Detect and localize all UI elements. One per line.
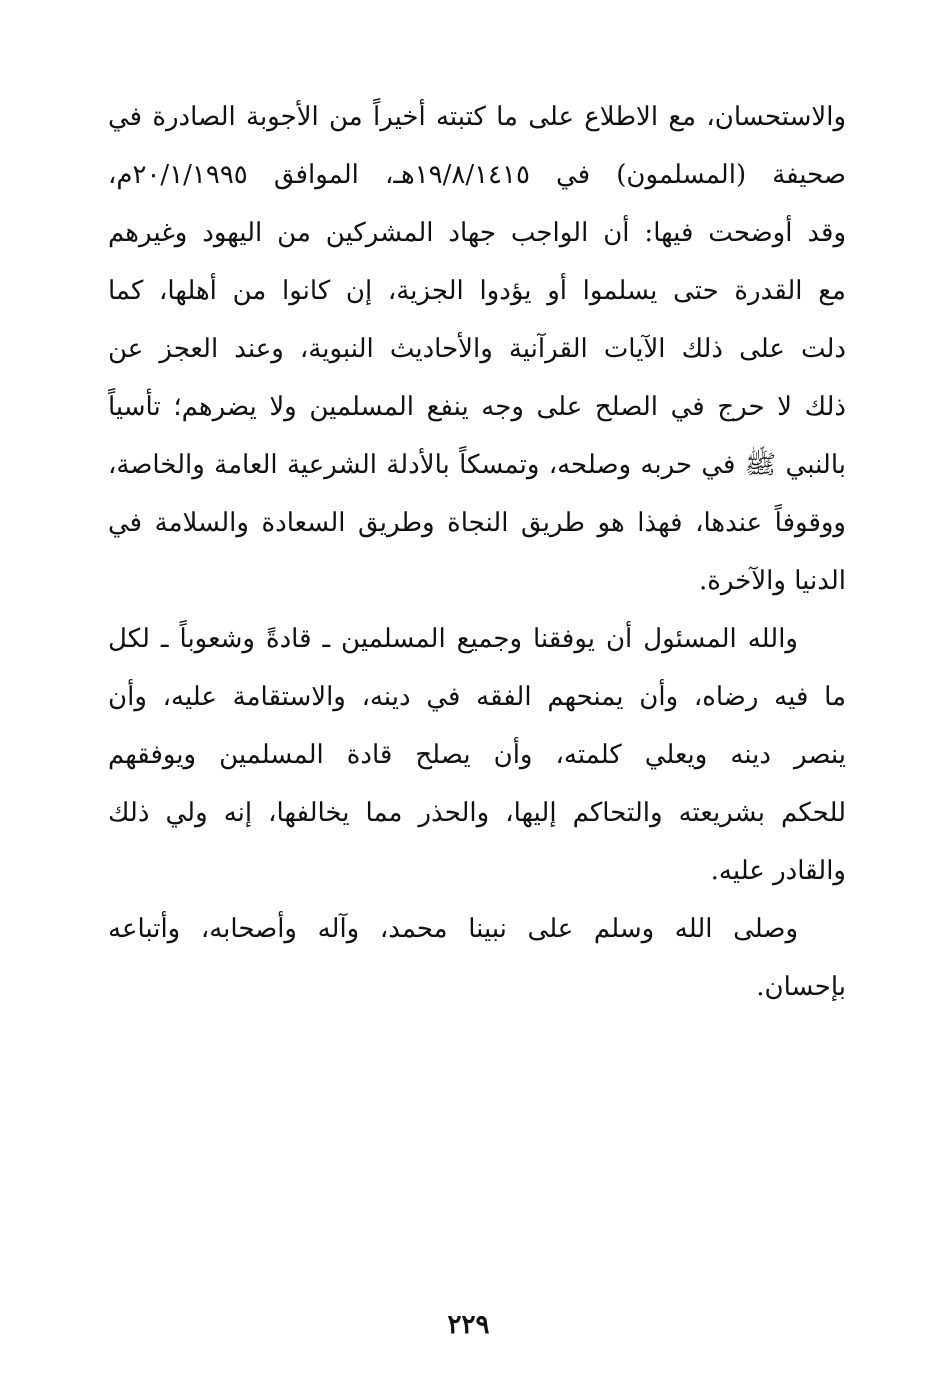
text-line: للحكم بشريعته والتحاكم إليها، والحذر مما يخالفها، إنه ولي ذلك (108, 798, 846, 828)
text-line: والاستحسان، مع الاطلاع على ما كتبته أخيراً من الأجوبة الصادرة في (108, 102, 846, 132)
paragraph-3 (108, 900, 846, 1016)
text-line: بإحسان. (756, 972, 846, 1002)
text-line: بالنبي ﷺ في حربه وصلحه، وتمسكاً بالأدلة الشرعية العامة والخاصة، (108, 450, 846, 480)
paragraph-1 (108, 88, 846, 610)
text-line: ينصر دينه ويعلي كلمته، وأن يصلح قادة المسلمين ويوفقهم (108, 740, 846, 770)
paragraph-2 (108, 610, 846, 900)
text-line: وصلى الله وسلم على نبينا محمد، وآله وأصحابه، وأتباعه (108, 914, 798, 944)
page-number: ٢٢٩ (447, 1310, 490, 1340)
text-line: والله المسئول أن يوفقنا وجميع المسلمين ـ قادةً وشعوباً ـ لكل (108, 624, 798, 654)
text-line: صحيفة (المسلمون) في ١٩/٨/١٤١٥هـ، الموافق ٢٠/١/١٩٩٥م، (108, 160, 846, 190)
body-text (108, 88, 846, 1016)
text-line: وقد أوضحت فيها: أن الواجب جهاد المشركين من اليهود وغيرهم (108, 218, 846, 248)
text-line: دلت على ذلك الآيات القرآنية والأحاديث النبوية، وعند العجز عن (108, 334, 846, 364)
text-line: والقادر عليه. (710, 856, 846, 886)
text-line: ذلك لا حرج في الصلح على وجه ينفع المسلمين ولا يضرهم؛ تأسياً (108, 392, 846, 422)
text-line: ووقوفاً عندها، فهذا هو طريق النجاة وطريق السعادة والسلامة في (108, 508, 846, 538)
text-line: مع القدرة حتى يسلموا أو يؤدوا الجزية، إن كانوا من أهلها، كما (108, 276, 846, 306)
text-line: الدنيا والآخرة. (699, 566, 846, 596)
text-line: ما فيه رضاه، وأن يمنحهم الفقه في دينه، والاستقامة عليه، وأن (108, 682, 846, 712)
